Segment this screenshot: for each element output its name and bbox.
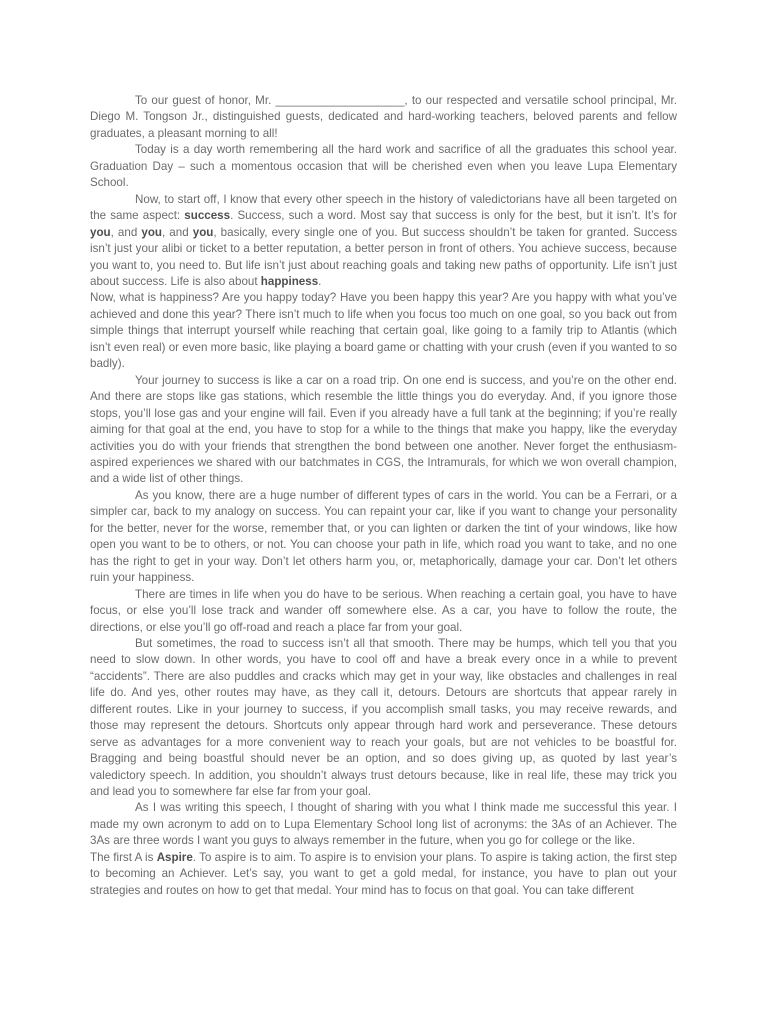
paragraph-text: To our guest of honor, Mr. ____________________, to our respected and versatile school principal, Mr. Diego M. Tongson Jr., distinguished guests, dedicated and hard-working teachers, beloved parents and fellow graduates, a pleasant morning to all!: [90, 94, 677, 140]
paragraph-text: Your journey to success is like a car on a road trip. On one end is success, and you’re on the other end. And there are stops like gas stations, which resemble the little things you do everyday. And, if you ignore those stops, you’ll lose gas and your engine will fail. Even if you already have a full tank at the beginning; if you’re really aiming for that goal at the end, you have to stop for a while to the things that make you happy, like the everyday activities you do with your friends that strengthen the bond between one another. Never forget the enthusiasm-aspired experiences we shared with our batchmates in CGS, the Intramurals, for which we won overall champion, and a wide list of other things.: [90, 373, 677, 486]
emphasis-text: you: [90, 225, 111, 239]
paragraph-text: There are times in life when you do have to be serious. When reaching a certain goal, you have to have focus, or else you’ll lose track and wander off somewhere else. As a car, you have to follow the route, the directions, or else you’ll go off-road and reach a place far from your goal.: [90, 587, 677, 634]
emphasis-text: happiness: [260, 274, 319, 288]
emphasis-text: success: [184, 209, 231, 223]
emphasis-text: Aspire: [156, 850, 193, 864]
paragraph-text: , basically, every single one of you. But success shouldn’t be taken for granted. Success isn’t just your alibi or ticket to a better reputation, a better person in front of others. You achieve success, because you want to, you need to. But life isn’t just about reaching goals and taking new paths of opportunity. Life isn’t just about success. Life is also about: [90, 225, 678, 288]
paragraph-text: As I was writing this speech, I thought of sharing with you what I think made me successful this year. I made my own acronym to add on to Lupa Elementary School long list of acronyms: the 3As of an Achiever. The 3As are three words I want you guys to always remember in the future, when you go for college or the like.: [90, 801, 677, 848]
paragraph: [90, 488, 677, 587]
paragraph-text: But sometimes, the road to success isn’t all that smooth. There may be humps, which tell you that you need to slow down. In other words, you have to cool off and have a break every once in a while to prevent “accidents”. There are also puddles and cracks which may get in your way, like obstacles and challenges in real life do. And yes, other routes may have, as they call it, detours. Detours are shortcuts that appear rarely in different routes. Like in your journey to success, if you accomplish small tasks, you may receive rewards, and those may represent the detours. Shortcuts only appear through hard work and perseverance. These detours serve as advantages for a more convenient way to reach your goals, but are not vehicles to be boastful for. Bragging and being boastful should never be an option, and so does giving up, as quoted by last year’s valedictory speech. In addition, you shouldn’t always trust detours because, like in real life, these may trick you and lead you to somewhere far else far from your goal.: [90, 636, 677, 799]
paragraph: [90, 850, 677, 899]
paragraph: [90, 290, 677, 372]
paragraph: [90, 587, 677, 636]
paragraph: [90, 800, 677, 849]
paragraph-text: , and: [110, 225, 142, 239]
paragraph-text: Now, to start off, I know that every other speech in the history of valedictorians have all been targeted on the same aspect:: [90, 192, 677, 223]
paragraph: [90, 373, 677, 488]
paragraph: [90, 636, 677, 801]
paragraph-text: . Success, such a word. Most say that success is only for the best, but it isn’t. It’s for: [230, 209, 677, 223]
paragraph: [90, 93, 677, 142]
paragraph-text: As you know, there are a huge number of different types of cars in the world. You can be a Ferrari, or a simpler car, back to my analogy on success. You can repaint your car, like if you want to change your personality for the better, never for the worse, remember that, or you can lighten or darken the tint of your windows, like how open you want to be to others, or not. You can choose your path in life, which road you want to take, and no one has the right to get in your way. Don’t let others harm you, or, metaphorically, damage your car. Don’t let others ruin your happiness.: [90, 488, 677, 585]
emphasis-text: you: [192, 225, 214, 239]
paragraph-text: .: [318, 274, 322, 288]
speech-document: [90, 93, 677, 899]
paragraph-text: . To aspire is to aim. To aspire is to envision your plans. To aspire is taking action, the first step to becoming an Achiever. Let’s say, you want to get a gold medal, for instance, you have to plan out your strategies and routes on how to get that medal. Your mind has to focus on that goal. You can take different: [90, 850, 677, 897]
paragraph: [90, 192, 677, 291]
paragraph-text: The first A is: [90, 850, 157, 864]
paragraph-text: , and: [162, 225, 193, 239]
paragraph-text: Today is a day worth remembering all the hard work and sacrifice of all the graduates this school year. Graduation Day – such a momentous occasion that will be cherished even when you leave Lupa Elementary School.: [90, 143, 677, 190]
paragraph: [90, 142, 677, 191]
emphasis-text: you: [141, 225, 162, 239]
paragraph-text: Now, what is happiness? Are you happy today? Have you been happy this year? Are you happy with what you’ve achieved and done this year? There isn’t much to life when you focus too much on one goal, so you back out from simple things that interrupt yourself while reaching that certain goal, like going to a family trip to Atlantis (which isn’t even real) or even more basic, like playing a board game or chatting with your crush (even if you wanted to so badly).: [90, 291, 677, 371]
